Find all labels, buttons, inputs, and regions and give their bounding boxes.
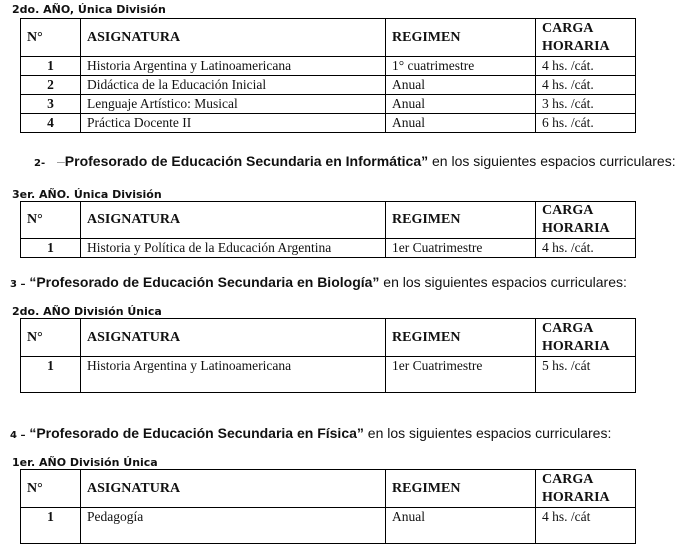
row-number: 1 <box>21 357 81 393</box>
row-number: 4 <box>21 114 81 133</box>
header-num: N° <box>21 202 81 239</box>
subjects-table <box>20 318 636 393</box>
table-row <box>21 508 636 544</box>
row-carga: 3 hs. /cát. <box>536 95 636 114</box>
section-heading <box>10 425 611 441</box>
header-asignatura: ASIGNATURA <box>81 19 386 57</box>
header-regimen: REGIMEN <box>386 19 536 57</box>
row-regimen: 1er Cuatrimestre <box>386 357 536 393</box>
row-carga: 5 hs. /cát <box>536 357 636 393</box>
row-regimen: Anual <box>386 76 536 95</box>
table-header-row <box>21 202 636 239</box>
row-asignatura: Historia Argentina y Latinoamericana <box>81 57 386 76</box>
table-row <box>21 357 636 393</box>
row-regimen: 1er Cuatrimestre <box>386 239 536 258</box>
section-rest: en los siguientes espacios curriculares: <box>379 274 627 290</box>
header-carga: CARGA <box>542 471 594 487</box>
header-regimen: REGIMEN <box>386 319 536 357</box>
subjects-table <box>20 469 636 544</box>
subjects-table <box>20 201 636 258</box>
header-asignatura: ASIGNATURA <box>81 319 386 357</box>
header-regimen: REGIMEN <box>386 470 536 508</box>
row-carga: 4 hs. /cát <box>536 508 636 544</box>
header-asignatura: ASIGNATURA <box>81 202 386 239</box>
row-number: 1 <box>21 57 81 76</box>
table-header-row <box>21 319 636 357</box>
row-carga: 6 hs. /cát. <box>536 114 636 133</box>
table-row <box>21 95 636 114</box>
section-title: Profesorado de Educación Secundaria en Informática” <box>64 153 429 169</box>
section-dash: – <box>57 153 65 169</box>
row-asignatura: Didáctica de la Educación Inicial <box>81 76 386 95</box>
header-regimen: REGIMEN <box>386 202 536 239</box>
row-number: 1 <box>21 508 81 544</box>
row-regimen: Anual <box>386 114 536 133</box>
row-number: 1 <box>21 239 81 258</box>
row-asignatura: Pedagogía <box>81 508 386 544</box>
section-number: 3 – <box>10 279 26 290</box>
row-regimen: Anual <box>386 508 536 544</box>
header-num: N° <box>21 319 81 357</box>
header-carga-horaria <box>536 470 636 508</box>
table-row <box>21 57 636 76</box>
section-rest: en los siguientes espacios curriculares: <box>363 425 612 441</box>
subjects-table <box>20 18 636 133</box>
section-heading <box>10 274 627 290</box>
row-asignatura: Historia Argentina y Latinoamericana <box>81 357 386 393</box>
header-asignatura: ASIGNATURA <box>81 470 386 508</box>
header-horaria: HORARIA <box>542 338 610 354</box>
division-heading: 2do. AÑO División Única <box>12 305 162 318</box>
division-heading: 1er. AÑO División Única <box>12 456 158 469</box>
row-regimen: 1° cuatrimestre <box>386 57 536 76</box>
section-rest: en los siguientes espacios curriculares: <box>428 153 676 169</box>
header-horaria: HORARIA <box>542 38 610 54</box>
row-number: 3 <box>21 95 81 114</box>
division-heading: 3er. AÑO. Única División <box>12 188 162 201</box>
row-asignatura: Práctica Docente II <box>81 114 386 133</box>
row-regimen: Anual <box>386 95 536 114</box>
section-number: 2- <box>34 158 46 169</box>
row-number: 2 <box>21 76 81 95</box>
header-carga: CARGA <box>542 203 594 218</box>
header-horaria: HORARIA <box>542 221 610 236</box>
division-heading: 2do. AÑO, Única División <box>12 3 166 16</box>
table-header-row <box>21 470 636 508</box>
row-carga: 4 hs. /cát. <box>536 239 636 258</box>
header-carga: CARGA <box>542 320 594 336</box>
table-row <box>21 114 636 133</box>
table-row <box>21 239 636 258</box>
header-num: N° <box>21 19 81 57</box>
section-number: 4 – <box>10 430 26 441</box>
row-asignatura: Lenguaje Artístico: Musical <box>81 95 386 114</box>
row-carga: 4 hs. /cát. <box>536 76 636 95</box>
header-carga-horaria <box>536 202 636 239</box>
table-header-row <box>21 19 636 57</box>
section-heading <box>34 153 676 169</box>
header-num: N° <box>21 470 81 508</box>
section-title: “Profesorado de Educación Secundaria en Biología” <box>29 274 380 290</box>
row-asignatura: Historia y Política de la Educación Argentina <box>81 239 386 258</box>
header-carga-horaria <box>536 319 636 357</box>
header-carga: CARGA <box>542 20 594 36</box>
header-carga-horaria <box>536 19 636 57</box>
table-row <box>21 76 636 95</box>
section-title: “Profesorado de Educación Secundaria en Física” <box>29 425 364 441</box>
row-carga: 4 hs. /cát. <box>536 57 636 76</box>
header-horaria: HORARIA <box>542 489 610 505</box>
